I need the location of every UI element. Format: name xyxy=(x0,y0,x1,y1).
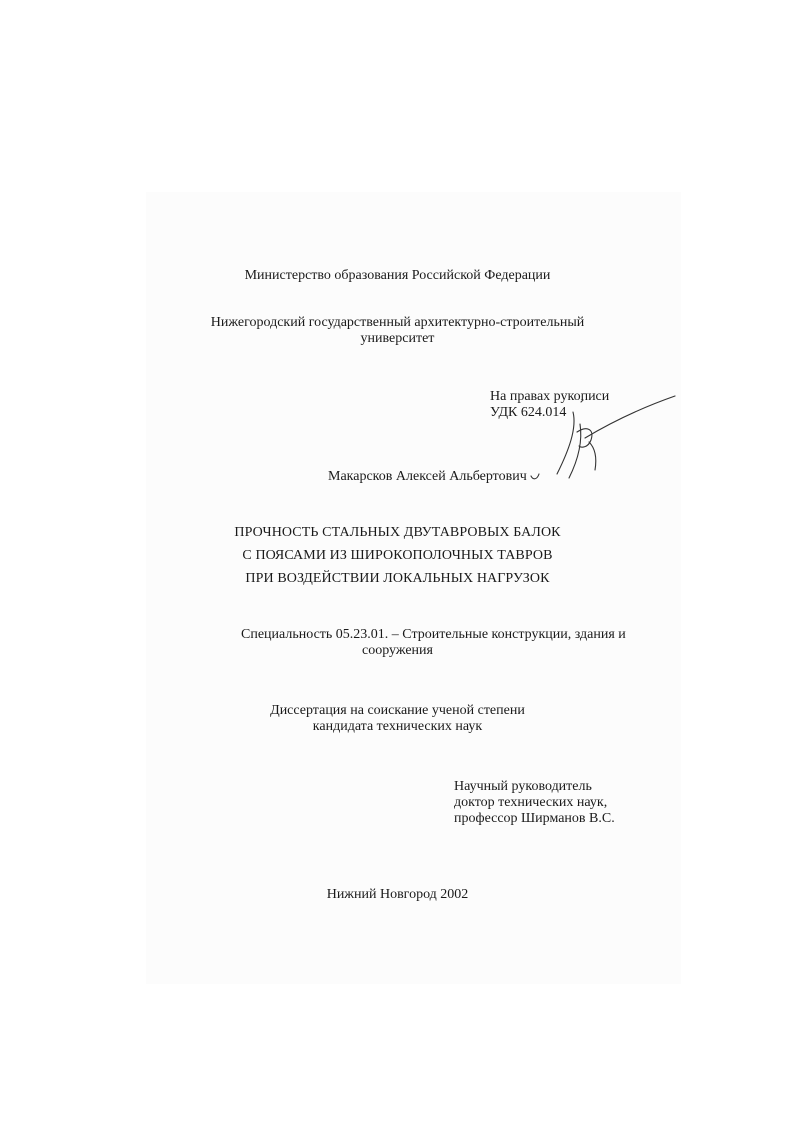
specialty-line1: Специальность 05.23.01. – Строительные конструкции, здания и xyxy=(241,627,626,642)
supervisor-title: Научный руководитель xyxy=(454,779,592,794)
dissertation-degree-line2: кандидата технических наук xyxy=(312,719,483,734)
city-year: Нижний Новгород 2002 xyxy=(326,887,469,902)
scanned-sheet xyxy=(146,192,681,984)
specialty-line2: сооружения xyxy=(362,643,433,658)
supervisor-degree: доктор технических наук, xyxy=(454,795,608,810)
ministry-name: Министерство образования Российской Федерации xyxy=(244,268,551,283)
udk-code: УДК 624.014 xyxy=(490,405,567,420)
manuscript-rights: На правах рукописи xyxy=(490,389,610,404)
thesis-title-line1: ПРОЧНОСТЬ СТАЛЬНЫХ ДВУТАВРОВЫХ БАЛОК xyxy=(234,525,561,540)
supervisor-name: профессор Ширманов В.С. xyxy=(454,811,615,826)
author-name: Макарсков Алексей Альбертович xyxy=(328,469,527,484)
thesis-title-line2: С ПОЯСАМИ ИЗ ШИРОКОПОЛОЧНЫХ ТАВРОВ xyxy=(242,548,553,563)
dissertation-degree-line1: Диссертация на соискание ученой степени xyxy=(270,703,525,718)
university-name-line1: Нижегородский государственный архитектурно-строительный xyxy=(210,315,585,330)
thesis-title-line3: ПРИ ВОЗДЕЙСТВИИ ЛОКАЛЬНЫХ НАГРУЗОК xyxy=(245,571,550,586)
handwritten-signature xyxy=(525,388,685,493)
university-name-line2: университет xyxy=(360,331,435,346)
